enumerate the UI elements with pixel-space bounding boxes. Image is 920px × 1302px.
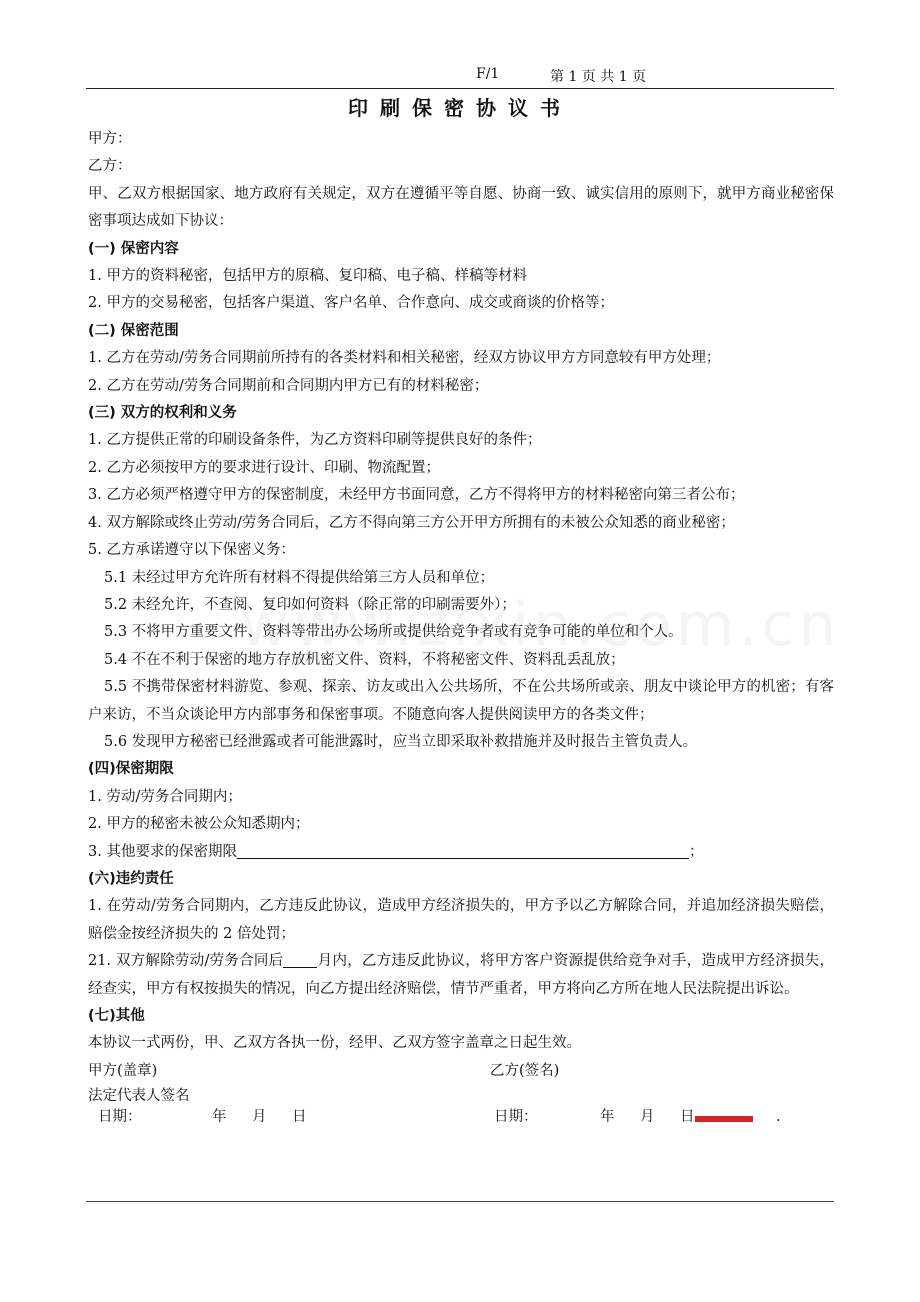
section-heading: (一) 保密内容 xyxy=(88,240,179,257)
list-item: 1. 劳动/劳务合同期内； xyxy=(88,788,242,805)
footer-rule xyxy=(86,1201,834,1202)
sub-item: 5.3 不将甲方重要文件、资料等带出办公场所或提供给竞争者或有竞争可能的单位和个人。 xyxy=(104,624,683,641)
list-item-text: 21. 双方解除劳动/劳务合同后 xyxy=(88,953,284,970)
end-mark: ； xyxy=(688,843,704,860)
sub-item: 5.6 发现甲方秘密已经泄露或者可能泄露时，应当立即采取补救措施并及时报告主管负责人。 xyxy=(104,733,698,750)
date-row xyxy=(88,1105,834,1129)
intro-paragraph: 甲、乙双方根据国家、地方政府有关规定，双方在遵循平等自愿、协商一致、诚实信用的原则下，就甲方商业秘密保密事项达成如下协议： xyxy=(88,185,834,230)
section-heading: (六)违约责任 xyxy=(88,870,174,887)
sub-item: 5.2 未经允许，不查阅、复印如何资料（除正常的印刷需要外）； xyxy=(104,596,516,613)
party-a-year: 年 xyxy=(212,1108,227,1125)
fill-in-blank[interactable] xyxy=(237,842,689,859)
closing-paragraph: 本协议一式两份，甲、乙双方各执一份，经甲、乙双方签字盖章之日起生效。 xyxy=(88,1035,581,1052)
party-b-day: 日 xyxy=(680,1108,695,1125)
list-item: 2. 甲方的交易秘密，包括客户渠道、客户名单、合作意向、成交或商谈的价格等； xyxy=(88,295,614,312)
party-b-month: 月 xyxy=(640,1108,655,1125)
sub-item: 5.1 未经过甲方允许所有材料不得提供给第三方人员和单位； xyxy=(104,569,495,586)
list-item: 2. 甲方的秘密未被公众知悉期内； xyxy=(88,816,310,833)
list-item: 1. 甲方的资料秘密，包括甲方的原稿、复印稿、电子稿、样稿等材料 xyxy=(88,268,527,285)
red-stamp-mark-icon xyxy=(695,1116,753,1122)
list-item: 2. 乙方在劳动/劳务合同期前和合同期内甲方已有的材料秘密； xyxy=(88,377,489,394)
section-heading: (七)其他 xyxy=(88,1008,145,1024)
party-a-month: 月 xyxy=(252,1108,267,1125)
sub-item xyxy=(88,674,834,729)
sub-item: 5.4 不在不利于保密的地方存放机密文件、资料，不将秘密文件、资料乱丢乱放； xyxy=(104,651,625,668)
party-a-seal-label: 甲方(盖章) xyxy=(88,1062,158,1079)
party-a-date-label: 日期： xyxy=(98,1108,142,1125)
list-item: 3. 乙方必须严格遵守甲方的保密制度，未经甲方书面同意，乙方不得将甲方的材料秘密向第三者公布； xyxy=(88,487,745,504)
list-item: 1. 乙方提供正常的印刷设备条件，为乙方资料印刷等提供良好的条件； xyxy=(88,432,542,449)
list-item: 1. 在劳动/劳务合同期内，乙方违反此协议，造成甲方经济损失的，甲方予以乙方解除合同，并追加经济损失赔偿，赔偿金按经济损失的 2 倍处罚； xyxy=(88,898,834,942)
trailing-dot: . xyxy=(776,1108,781,1125)
header-rule xyxy=(86,88,834,89)
list-item: 4. 双方解除或终止劳动/劳务合同后，乙方不得向第三方公开甲方所拥有的未被公众知悉的商业秘密； xyxy=(88,514,735,531)
section-heading: (四)保密期限 xyxy=(88,761,174,778)
list-item: 2. 乙方必须按甲方的要求进行设计、印刷、物流配置； xyxy=(88,459,440,476)
document-body xyxy=(88,126,834,1129)
section-heading: (二) 保密范围 xyxy=(88,322,179,339)
party-b-sign-label: 乙方(签名) xyxy=(490,1062,560,1079)
list-item xyxy=(88,839,834,866)
list-item xyxy=(88,948,834,1003)
list-item-text: 月内，乙方违反此协议，将甲方客户资源提供给竞争对手，造成甲方经济损失，经查实，甲方有权按损失的情况，向乙方提出经济赔偿，情节严重者，甲方将向乙方所在地人民法院提出诉讼。 xyxy=(88,953,834,997)
signature-row xyxy=(88,1058,834,1085)
months-blank[interactable] xyxy=(283,951,317,968)
party-b-year: 年 xyxy=(600,1108,615,1125)
page-info: 第 1 页 共 1 页 xyxy=(550,69,647,85)
list-item: 5. 乙方承诺遵守以下保密义务： xyxy=(88,542,295,559)
list-item: 1. 乙方在劳动/劳务合同期前所持有的各类材料和相关秘密，经双方协议甲方方同意较有甲方处理； xyxy=(88,350,721,367)
signature-row xyxy=(88,1085,834,1105)
form-code: F/1 xyxy=(476,66,500,82)
list-item-text: 3. 其他要求的保密期限 xyxy=(88,843,237,860)
document-title: 印刷保密协议书 xyxy=(348,96,572,120)
party-b-date-label: 日期： xyxy=(494,1108,538,1125)
section-heading: (三) 双方的权利和义务 xyxy=(88,405,237,422)
sub-item-text: 5.5 不携带保密材料游览、参观、探亲、访友或出入公共场所，不在公共场所或亲、朋友中谈论甲方的机密；有客户来访，不当众谈论甲方内部事务和保密事项。不随意向客人提供阅读甲方的各类文件； xyxy=(88,679,834,723)
legal-rep-label: 法定代表人签名 xyxy=(88,1087,190,1104)
party-b-line: 乙方： xyxy=(88,158,132,175)
party-a-day: 日 xyxy=(292,1108,307,1125)
party-a-line: 甲方： xyxy=(88,131,132,147)
